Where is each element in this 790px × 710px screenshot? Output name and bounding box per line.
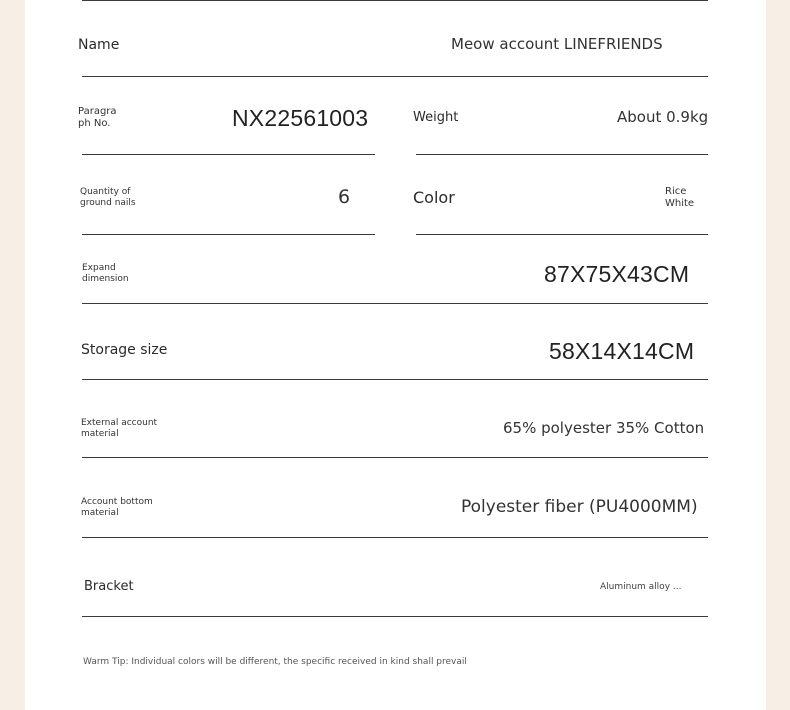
name-label: Name — [78, 37, 120, 53]
weight-label: Weight — [413, 110, 459, 125]
bottom-material-label: Account bottom material — [81, 497, 153, 518]
external-material-value: 65% polyester 35% Cotton — [503, 419, 705, 437]
divider — [82, 154, 375, 155]
color-label: Color — [413, 188, 455, 207]
paragraph-no-value: NX22561003 — [232, 105, 369, 131]
expand-dimension-label: Expand dimension — [82, 263, 129, 284]
external-material-label: External account material — [81, 418, 158, 439]
ground-nails-value: 6 — [338, 186, 351, 208]
divider — [82, 616, 708, 617]
bracket-label: Bracket — [84, 579, 134, 594]
weight-value: About 0.9kg — [617, 108, 709, 126]
divider — [82, 537, 708, 538]
storage-size-label: Storage size — [81, 342, 168, 358]
warm-tip: Warm Tip: Individual colors will be different, the specific received in kind shall prevail — [83, 657, 467, 667]
ground-nails-label: Quantity of ground nails — [80, 187, 136, 208]
bottom-material-value: Polyester fiber (PU4000MM) — [461, 497, 698, 517]
divider — [82, 76, 708, 77]
bracket-value: Aluminum alloy ... — [600, 582, 682, 592]
divider — [82, 234, 375, 235]
divider — [82, 303, 708, 304]
color-value: Rice White — [665, 186, 695, 209]
paragraph-no-label: Paragra ph No. — [78, 106, 117, 129]
expand-dimension-value: 87X75X43CM — [544, 261, 690, 287]
divider — [416, 234, 708, 235]
divider — [82, 457, 708, 458]
divider — [82, 0, 708, 1]
storage-size-value: 58X14X14CM — [549, 338, 695, 364]
name-value: Meow account LINEFRIENDS — [451, 35, 663, 53]
divider — [82, 379, 708, 380]
divider — [416, 154, 708, 155]
